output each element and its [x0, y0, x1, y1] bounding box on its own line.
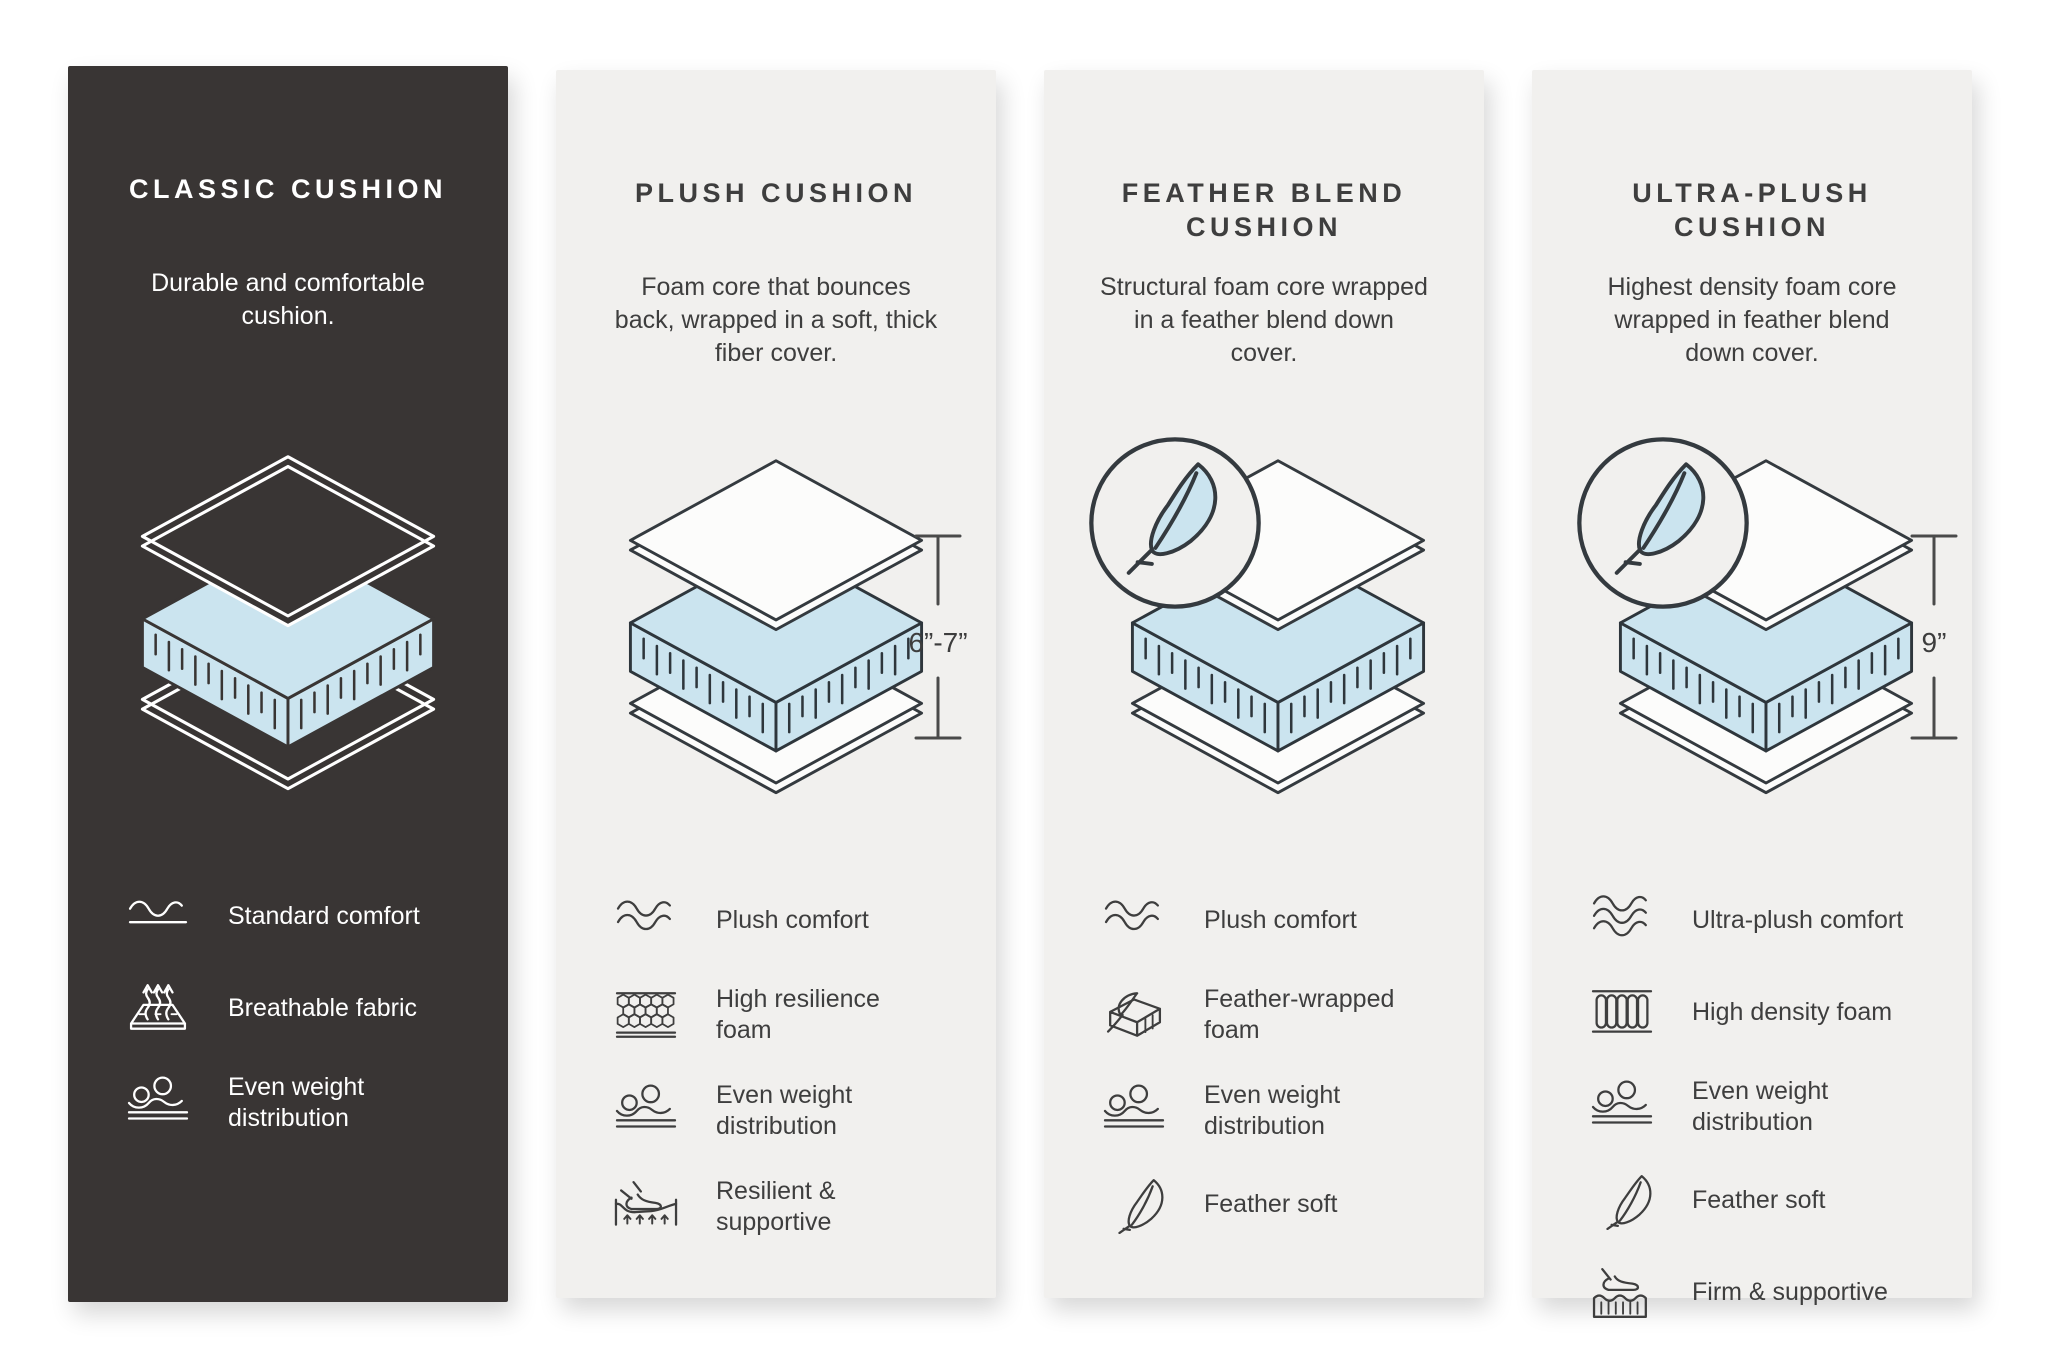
feature-label: Firm & supportive [1692, 1278, 1888, 1307]
feature-row [1098, 892, 1430, 950]
feather-badge [1574, 434, 1752, 612]
panel-description: Structural foam core wrapped in a feather blend down cover. [1100, 272, 1428, 367]
feature-row [122, 1072, 454, 1134]
feature-label: Breathable fabric [228, 994, 418, 1023]
feature-row [1586, 1172, 1918, 1230]
feature-list [610, 892, 942, 1238]
panel-feather-blend-cushion [1044, 70, 1484, 1298]
illustration-area [122, 404, 454, 884]
feature-row [1586, 1076, 1918, 1138]
feature-label: Even weight distribution [228, 1072, 365, 1132]
waves-comfort-icon [1098, 892, 1170, 950]
feature-label: Resilient & supportive [716, 1176, 836, 1236]
panel-title: ULTRA-PLUSH CUSHION [1632, 178, 1872, 243]
feature-label: Even weight distribution [1204, 1080, 1341, 1140]
height-dimension-marker [1884, 532, 1984, 742]
svg-text:9”: 9” [1921, 626, 1947, 658]
panel-title: FEATHER BLEND CUSHION [1121, 178, 1407, 243]
feature-label: Plush comfort [716, 906, 869, 935]
feature-row [610, 1080, 942, 1142]
waves-comfort-icon [610, 892, 682, 950]
feather-icon [1586, 1172, 1658, 1230]
panel-classic-cushion [68, 66, 508, 1302]
high-density-foam-icon [1586, 984, 1658, 1042]
feature-list [122, 888, 454, 1134]
illustration-area [610, 408, 968, 888]
feature-label: Standard comfort [228, 902, 420, 931]
feature-list [1098, 892, 1430, 1234]
svg-text:6”-7”: 6”-7” [908, 626, 968, 658]
honeycomb-foam-icon [610, 986, 682, 1044]
breathable-fabric-icon [122, 980, 194, 1038]
panel-ultra-plush-cushion [1532, 70, 1972, 1307]
panel-title: CLASSIC CUSHION [128, 174, 447, 205]
feather-badge [1086, 434, 1264, 612]
feature-row [1586, 984, 1918, 1042]
feature-label: Even weight distribution [1692, 1076, 1829, 1136]
resilient-supportive-icon [610, 1178, 682, 1236]
waves-ultra-comfort-icon [1586, 892, 1658, 950]
feature-row [610, 984, 942, 1046]
panel-description: Highest density foam core wrapped in feather blend down cover. [1607, 272, 1897, 367]
wave-comfort-icon [122, 888, 194, 946]
feature-row [122, 888, 454, 946]
height-dimension-marker [888, 532, 988, 742]
feature-label: High density foam [1692, 998, 1893, 1027]
weight-distribution-icon [610, 1082, 682, 1140]
feature-label: Feather-wrapped foam [1204, 984, 1395, 1044]
panel-description: Durable and comfortable cushion. [151, 268, 425, 330]
weight-distribution-icon [1098, 1082, 1170, 1140]
feature-label: High resilience foam [716, 984, 880, 1044]
firm-supportive-icon [1586, 1264, 1658, 1322]
feature-label: Feather soft [1204, 1190, 1338, 1219]
feature-list [1586, 892, 1918, 1322]
illustration-area [1098, 408, 1430, 888]
feature-label: Ultra-plush comfort [1692, 906, 1904, 935]
feature-row [1098, 1080, 1430, 1142]
weight-distribution-icon [1586, 1078, 1658, 1136]
panel-plush-cushion [556, 70, 996, 1298]
feature-row [1586, 892, 1918, 950]
feature-row [610, 892, 942, 950]
feature-row [610, 1176, 942, 1238]
feature-label: Plush comfort [1204, 906, 1357, 935]
panel-description: Foam core that bounces back, wrapped in a soft, thick fiber cover. [614, 272, 938, 367]
feature-row [1098, 1176, 1430, 1234]
feature-row [1098, 984, 1430, 1046]
illustration-area [1586, 408, 1947, 888]
feature-label: Feather soft [1692, 1186, 1826, 1215]
feature-row [1586, 1264, 1918, 1322]
cushion-layers-illustration [123, 449, 453, 794]
feature-row [122, 980, 454, 1038]
feather-wrapped-foam-icon [1098, 986, 1170, 1044]
feature-label: Even weight distribution [716, 1080, 853, 1140]
panel-title: PLUSH CUSHION [634, 178, 917, 209]
feather-icon [1098, 1176, 1170, 1234]
weight-distribution-icon [122, 1074, 194, 1132]
